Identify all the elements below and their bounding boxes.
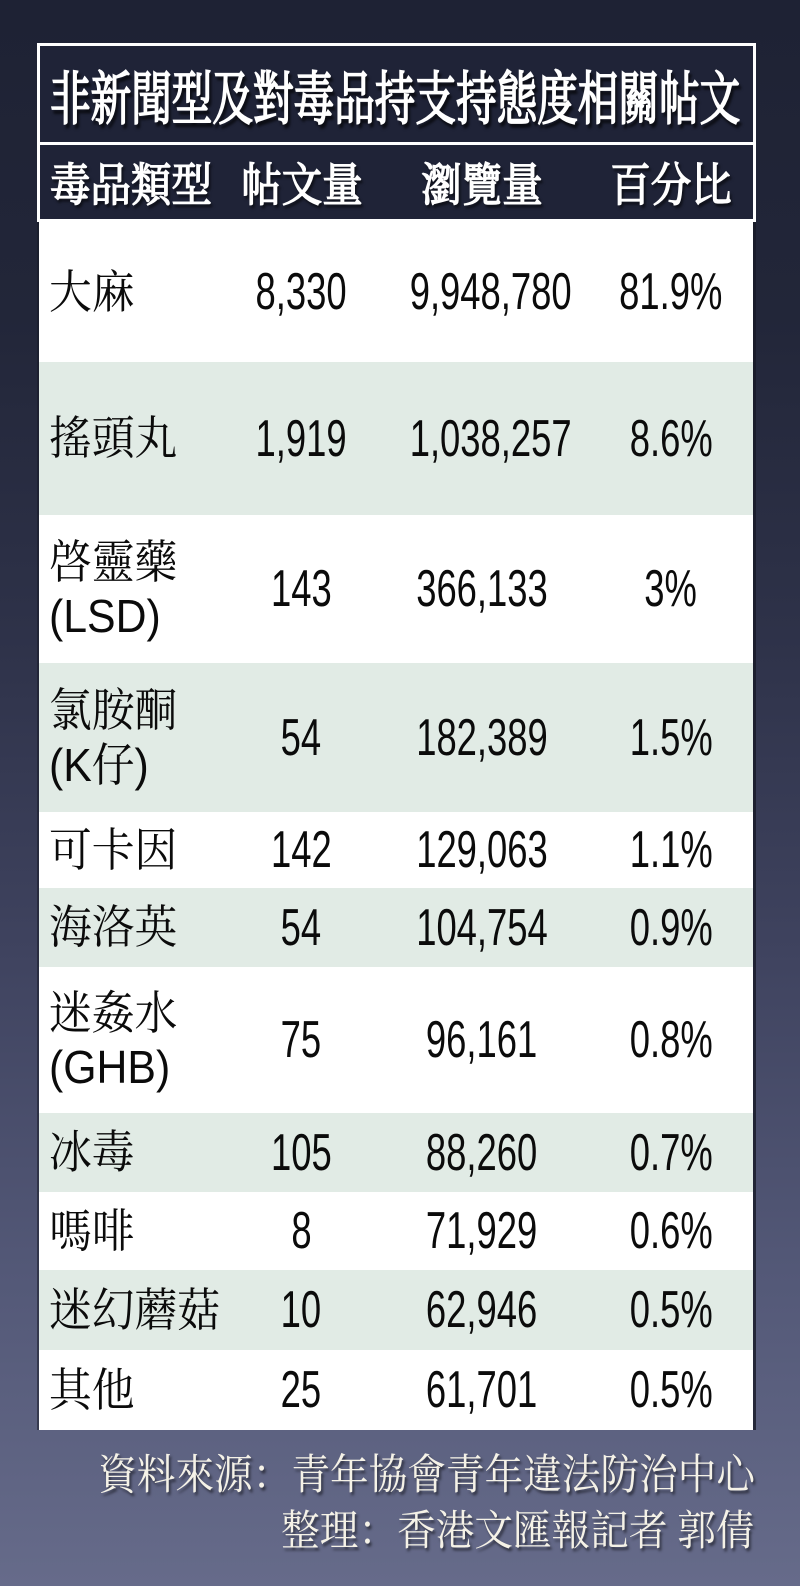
table-title: 非新聞型及對毒品持支持態度相關帖文 xyxy=(50,67,741,132)
column-header-drug-type: 毒品類型 xyxy=(50,159,212,211)
percent-cell: 3% xyxy=(644,560,698,618)
drug-type-cell: 迷幻蘑菇 xyxy=(49,1283,221,1336)
views-cell: 182,389 xyxy=(415,708,548,767)
views-cell: 104,754 xyxy=(415,898,548,957)
percent-cell: 0.7% xyxy=(629,1123,713,1182)
table-body xyxy=(37,222,756,1430)
drug-type-cell: 大麻 xyxy=(49,265,135,318)
data-table xyxy=(37,43,756,1430)
views-cell: 96,161 xyxy=(425,1011,538,1069)
posts-cell: 8,330 xyxy=(255,263,347,321)
column-header-percent: 百分比 xyxy=(610,159,732,211)
posts-cell: 105 xyxy=(271,1123,332,1182)
table-row xyxy=(39,362,753,515)
views-cell: 88,260 xyxy=(425,1123,538,1182)
table-row xyxy=(39,1113,753,1192)
percent-cell: 0.8% xyxy=(629,1011,713,1069)
drug-type-cell: 冰毒 xyxy=(49,1126,135,1179)
drug-type-cell: 氯胺酮 (K仔) xyxy=(49,684,178,791)
credit-line: 整理：香港文匯報記者 郭倩 xyxy=(281,1509,755,1555)
posts-cell: 25 xyxy=(281,1361,322,1419)
views-cell: 71,929 xyxy=(425,1202,538,1260)
posts-cell: 143 xyxy=(271,560,332,618)
drug-type-cell: 迷姦水 (GHB) xyxy=(49,986,178,1093)
percent-cell: 81.9% xyxy=(619,263,723,321)
views-cell: 129,063 xyxy=(415,821,548,879)
views-cell: 61,701 xyxy=(425,1361,538,1419)
footer xyxy=(41,1448,755,1560)
drug-type-subtitle: (LSD) xyxy=(49,590,161,642)
views-cell: 1,038,257 xyxy=(409,409,572,468)
table-row xyxy=(39,967,753,1113)
percent-cell: 0.5% xyxy=(629,1361,713,1419)
drug-type-cell: 可卡因 xyxy=(49,823,178,876)
views-cell: 9,948,780 xyxy=(409,263,572,321)
percent-cell: 0.5% xyxy=(629,1281,713,1339)
percent-cell: 0.9% xyxy=(629,898,713,957)
column-header-views: 瀏覽量 xyxy=(421,159,543,211)
views-cell: 62,946 xyxy=(425,1281,538,1339)
posts-cell: 54 xyxy=(281,708,322,767)
drug-type-cell: 其他 xyxy=(49,1363,135,1416)
views-cell: 366,133 xyxy=(415,560,548,618)
percent-cell: 8.6% xyxy=(629,409,713,468)
drug-type-cell: 海洛英 xyxy=(49,901,178,954)
posts-cell: 1,919 xyxy=(255,409,347,468)
drug-type-subtitle: (GHB) xyxy=(49,1041,171,1093)
column-header-row xyxy=(40,145,753,219)
table-row xyxy=(39,888,753,967)
column-header-posts: 帖文量 xyxy=(241,159,363,211)
posts-cell: 10 xyxy=(281,1281,322,1339)
table-row xyxy=(39,1192,753,1270)
percent-cell: 1.1% xyxy=(629,821,713,879)
posts-cell: 8 xyxy=(291,1202,312,1260)
posts-cell: 75 xyxy=(281,1011,322,1069)
drug-type-cell: 搖頭丸 xyxy=(49,412,178,465)
table-row xyxy=(39,1270,753,1350)
percent-cell: 0.6% xyxy=(629,1202,713,1260)
table-row xyxy=(39,222,753,362)
posts-cell: 142 xyxy=(271,821,332,879)
drug-type-cell: 啓靈藥 (LSD) xyxy=(49,535,178,642)
table-row xyxy=(39,663,753,812)
source-line: 資料來源：青年協會青年違法防治中心 xyxy=(98,1453,755,1499)
table-head xyxy=(37,43,756,222)
table-row xyxy=(39,515,753,663)
drug-type-cell: 嗎啡 xyxy=(49,1204,135,1257)
table-row xyxy=(39,812,753,888)
posts-cell: 54 xyxy=(281,898,322,957)
drug-type-subtitle: (K仔) xyxy=(49,738,149,791)
percent-cell: 1.5% xyxy=(629,708,713,767)
table-title-bar xyxy=(40,46,753,142)
table-row xyxy=(39,1350,753,1430)
